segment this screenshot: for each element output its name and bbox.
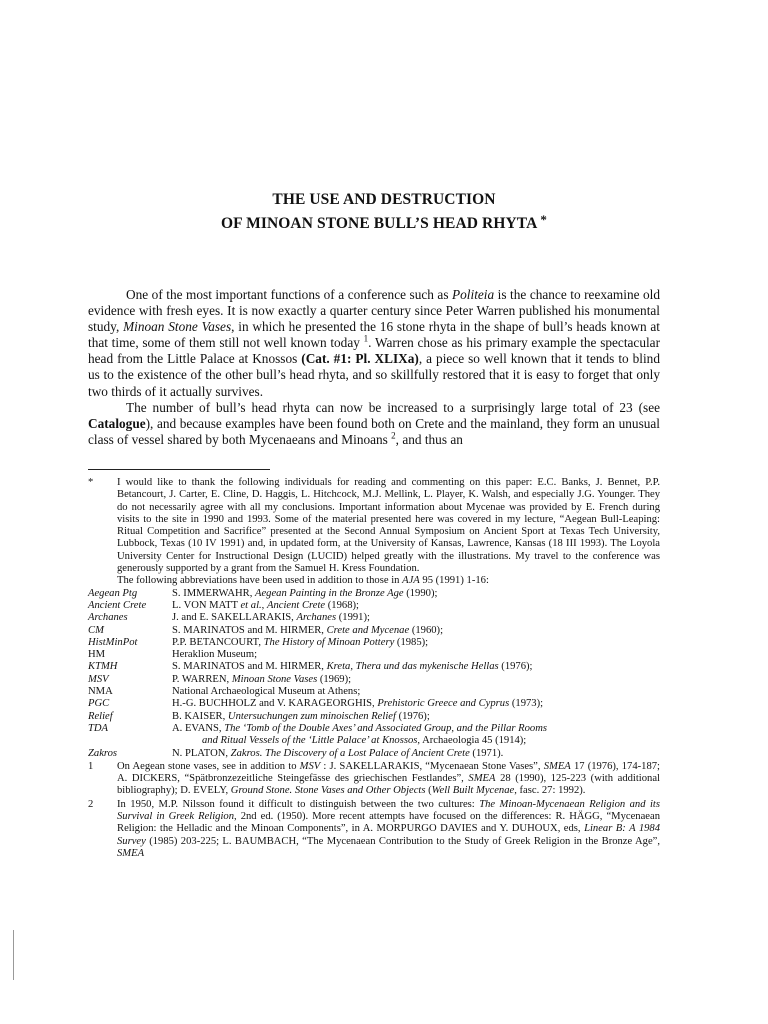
abbreviation-row: [88, 600, 660, 612]
text-run: , and thus an: [395, 431, 463, 447]
title-line-2: [0, 210, 768, 234]
abbreviation-value: J. and E. SAKELLARAKIS, Archanes (1991);: [172, 612, 370, 624]
abbreviation-row: [88, 625, 660, 637]
abbreviation-key: KTMH: [88, 661, 118, 673]
scan-edge-mark: [13, 930, 14, 980]
abbreviation-key: HistMinPot: [88, 636, 138, 648]
abbreviation-key: CM: [88, 624, 104, 636]
abbreviation-value: A. EVANS, The ‘Tomb of the Double Axes’ and Associated Group, and the Pillar Rooms and Ritual Vessels of the ‘Little Palace’ at Knossos, Archaeologia 45 (1914);: [172, 722, 548, 747]
paragraph-2: [88, 400, 660, 448]
abbreviation-row: [88, 674, 660, 686]
italic-run: Politeia: [452, 287, 495, 302]
footnote-body: [88, 477, 660, 760]
footnotes: [88, 477, 660, 861]
abbreviation-key: PGC: [88, 698, 110, 710]
footnote-1: [88, 761, 660, 798]
abbreviation-key: HM: [88, 649, 106, 661]
abbreviation-row: [88, 612, 660, 624]
footnote-body: On Aegean stone vases, see in addition to MSV : J. SAKELLARAKIS, “Mycenaean Stone Vases”, SMEA 17 (1976), 174-187; A. DICKERS, “Spätbronzezeitliche Steingefässe des griechischen Festlandes”, SMEA 28 (1990), 125-223 (with additional bibliography); D. EVELY, Ground Stone. Stone Vases and Other Objects (Well Built Mycenae, fasc. 27: 1992).: [117, 760, 660, 797]
catalogue-ref: Catalogue: [88, 415, 146, 431]
abbreviation-value: S. MARINATOS and M. HIRMER, Kreta, Thera und das mykenische Hellas (1976);: [172, 661, 533, 673]
abbreviation-value: Heraklion Museum;: [172, 649, 258, 661]
abbreviation-row: [88, 649, 660, 661]
italic-run: AJA: [402, 575, 420, 587]
text-run: , in which he presented the 16 stone rhyta in the shape of bull’s heads known at that time, some of them still not well known today: [88, 319, 660, 351]
footnote-mark: 2: [88, 798, 94, 810]
title-line-2-text: OF MINOAN STONE BULL’S HEAD RHYTA: [221, 215, 538, 232]
abbreviation-value: S. MARINATOS and M. HIRMER, Crete and Mycenae (1960);: [172, 624, 444, 636]
catalogue-ref: (Cat. #1: Pl. XLIXa): [301, 351, 419, 367]
abbreviation-value: L. VON MATT et al., Ancient Crete (1968);: [172, 599, 359, 611]
abbreviation-value: B. KAISER, Untersuchungen zum minoischen Relief (1976);: [172, 710, 430, 722]
abbreviations-intro: [117, 575, 489, 586]
footnote-mark: 1: [88, 760, 94, 772]
abbreviation-key: NMA: [88, 686, 113, 698]
text-run: . Warren chose as his primary example the spectacular head from the Little Palace at Knossos: [88, 335, 661, 367]
text-run: The number of bull’s head rhyta can now be increased to a surprisingly large total of 23 (see: [126, 399, 660, 415]
article-title: [0, 190, 768, 234]
abbreviation-value: National Archaeological Museum at Athens;: [172, 686, 361, 698]
footnote-ref-1: 1: [363, 333, 369, 344]
text-run: is the chance to reexamine old evidence with fresh eyes. It is now exactly a quarter century since Peter Warren published his monumental study,: [88, 287, 661, 335]
abbreviation-row: [88, 637, 660, 649]
abbreviation-row: [88, 711, 660, 723]
abbreviation-row: [88, 698, 660, 710]
abbreviation-value: H.-G. BUCHHOLZ and V. KARAGEORGHIS, Prehistoric Greece and Cyprus (1973);: [172, 698, 544, 710]
footnote-ref-2: 2: [391, 430, 396, 441]
abbreviation-key: TDA: [88, 722, 109, 734]
abbreviation-row: [88, 661, 660, 673]
abbreviation-key: Archanes: [88, 612, 128, 624]
abbreviation-row: [88, 588, 660, 600]
abbreviation-key: Relief: [88, 710, 113, 722]
title-line-1: THE USE AND DESTRUCTION: [272, 191, 496, 208]
paragraph-1: [88, 287, 660, 400]
text-run: The following abbreviations have been used in addition to those in: [117, 575, 403, 587]
abbreviation-value: N. PLATON, Zakros. The Discovery of a Lost Palace of Ancient Crete (1971).: [172, 747, 504, 759]
abbreviation-key: Ancient Crete: [88, 599, 147, 611]
acknowledgements-text: I would like to thank the following individuals for reading and commenting on this paper: E.C. Banks, J. Bennet, P.P. Betancourt, J. Carter, E. Cline, D. Haggis, L. Hitchcock, M.J. Mellink, L. Player, K. Walsh, and especially J.G. Younger. They do not necessarily agree with all my conclusions. Important information about Mycenae was provided by E. French during visits to the site in 1990 and 1993. Some of the material presented here was covered in my lecture, “Aegean Bull-Leaping: Ritual Competition and Sacrifice” presented at the Second Annual Symposium on Ancient Sport at Texas Tech University, Lubbock, Texas (10 IV 1991) and, in updated form, at the University of Kansas, Lawrence, Kansas (18 III 1993). The Loyola University Center for Instructional Design (LUCID) helped greatly with the illustrations. My travel to the conference was generously supported by a grant from the Samuel H. Kress Foundation.: [117, 477, 660, 575]
italic-run: Minoan Stone Vases: [123, 319, 232, 335]
abbreviation-value: S. IMMERWAHR, Aegean Painting in the Bronze Age (1990);: [172, 587, 438, 599]
text-run: , a piece so well known that it tends to blind us to the existence of the other bull’s head rhyta, and so skillfully restored that it is easy to forget that only two thirds of it actually survives.: [88, 351, 660, 399]
body-text: [88, 287, 660, 448]
abbreviation-key: Zakros: [88, 747, 118, 759]
footnote-star: [88, 477, 660, 760]
abbreviation-value: P.P. BETANCOURT, The History of Minoan Pottery (1985);: [172, 636, 429, 648]
abbreviation-row: [88, 686, 660, 698]
text-run: 95 (1991) 1-16:: [419, 575, 489, 587]
footnote-body: In 1950, M.P. Nilsson found it difficult to distinguish between the two cultures: The Minoan-Mycenaean Religion and its Survival in Greek Religion, 2nd ed. (1950). More recent attempts have focused on the differences: R. HÄGG, “Mycenaean Religion: the Helladic and the Minoan Components”, in A. MORPURGO DAVIES and Y. DUHOUX, eds, Linear B: A 1984 Survey (1985) 203-225; L. BAUMBACH, “The Mycenaean Contribution to the Study of Greek Religion in the Bronze Age”, SMEA: [117, 798, 661, 859]
text-run: One of the most important functions of a conference such as: [126, 287, 453, 302]
abbreviation-key: MSV: [88, 673, 109, 685]
footnote-2: [88, 799, 660, 860]
footnote-divider: [88, 469, 270, 470]
text-run: ), and because examples have been found both on Crete and the mainland, they form an unusual class of vessel shared by both Mycenaeans and Minoans: [88, 415, 660, 447]
abbreviation-value: P. WARREN, Minoan Stone Vases (1969);: [172, 673, 352, 685]
abbreviation-row: [88, 748, 660, 760]
abbreviation-list: [88, 588, 660, 760]
title-footnote-marker: *: [540, 212, 547, 227]
abbreviation-key: Aegean Ptg: [88, 587, 138, 599]
footnote-mark: *: [88, 477, 94, 488]
abbreviation-row: [88, 723, 660, 748]
